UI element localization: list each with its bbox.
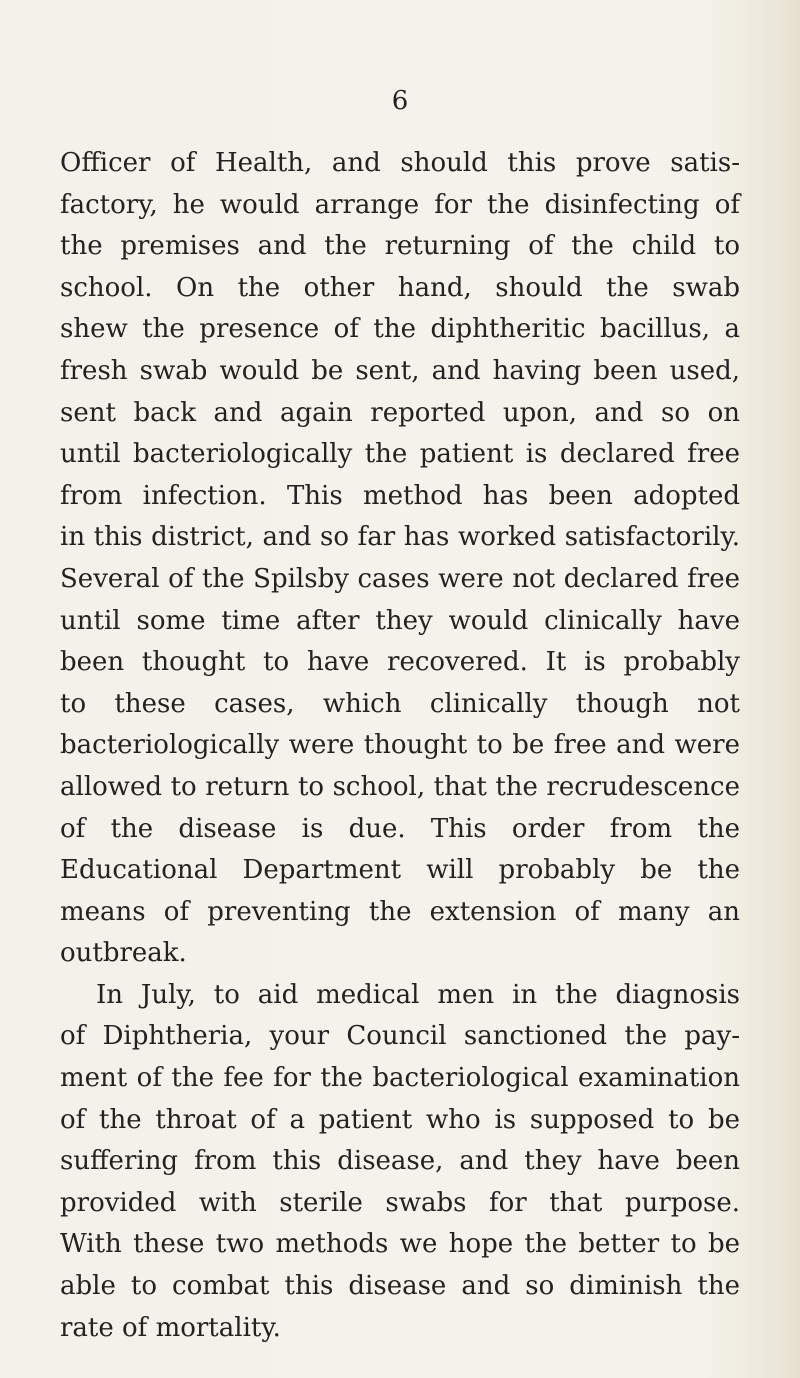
text-line: able to combat this disease and so diminish the [60,1271,740,1302]
text-line: factory, he would arrange for the disinfecting of [60,189,740,220]
text-line: of the throat of a patient who is supposed to be [60,1104,740,1135]
text-line: suffering from this disease, and they have been [60,1146,740,1177]
page-number: 6 [391,86,409,116]
text-line: Officer of Health, and should this prove satis- [60,148,740,178]
text-line: ment of the fee for the bacteriological examination [60,1063,740,1094]
body-text [60,143,740,1349]
text-line: sent back and again reported upon, and so on [60,397,740,428]
text-line: rate of mortality. [60,1312,281,1343]
text-line: Educational Department will probably be the [60,855,740,886]
text-line: of Diphtheria, your Council sanctioned the pay- [60,1021,740,1052]
text-line: allowed to return to school, that the recrudescence [60,771,740,802]
text-line: means of preventing the extension of many an [60,896,740,927]
text-line: outbreak. [60,938,187,969]
text-line: fresh swab would be sent, and having been used, [60,355,740,386]
text-line: the premises and the returning of the child to [60,231,740,262]
text-line: In July, to aid medical men in the diagnosis [96,979,740,1010]
text-line: school. On the other hand, should the swab [60,272,740,303]
text-line: until some time after they would clinically have [60,605,740,636]
text-line: from infection. This method has been adopted [60,480,740,511]
text-line: to these cases, which clinically though not [60,688,740,719]
text-line: been thought to have recovered. It is probably [60,647,740,678]
text-line: Several of the Spilsby cases were not declared free [60,563,740,594]
text-line: in this district, and so far has worked satisfactorily. [60,522,740,553]
text-line: until bacteriologically the patient is declared free [60,439,740,470]
text-line: With these two methods we hope the better to be [60,1229,740,1260]
text-line: provided with sterile swabs for that purpose. [60,1187,740,1218]
text-line: shew the presence of the diphtheritic bacillus, a [60,314,740,345]
text-line: of the disease is due. This order from the [60,813,740,844]
text-line: bacteriologically were thought to be free and were [60,730,740,761]
